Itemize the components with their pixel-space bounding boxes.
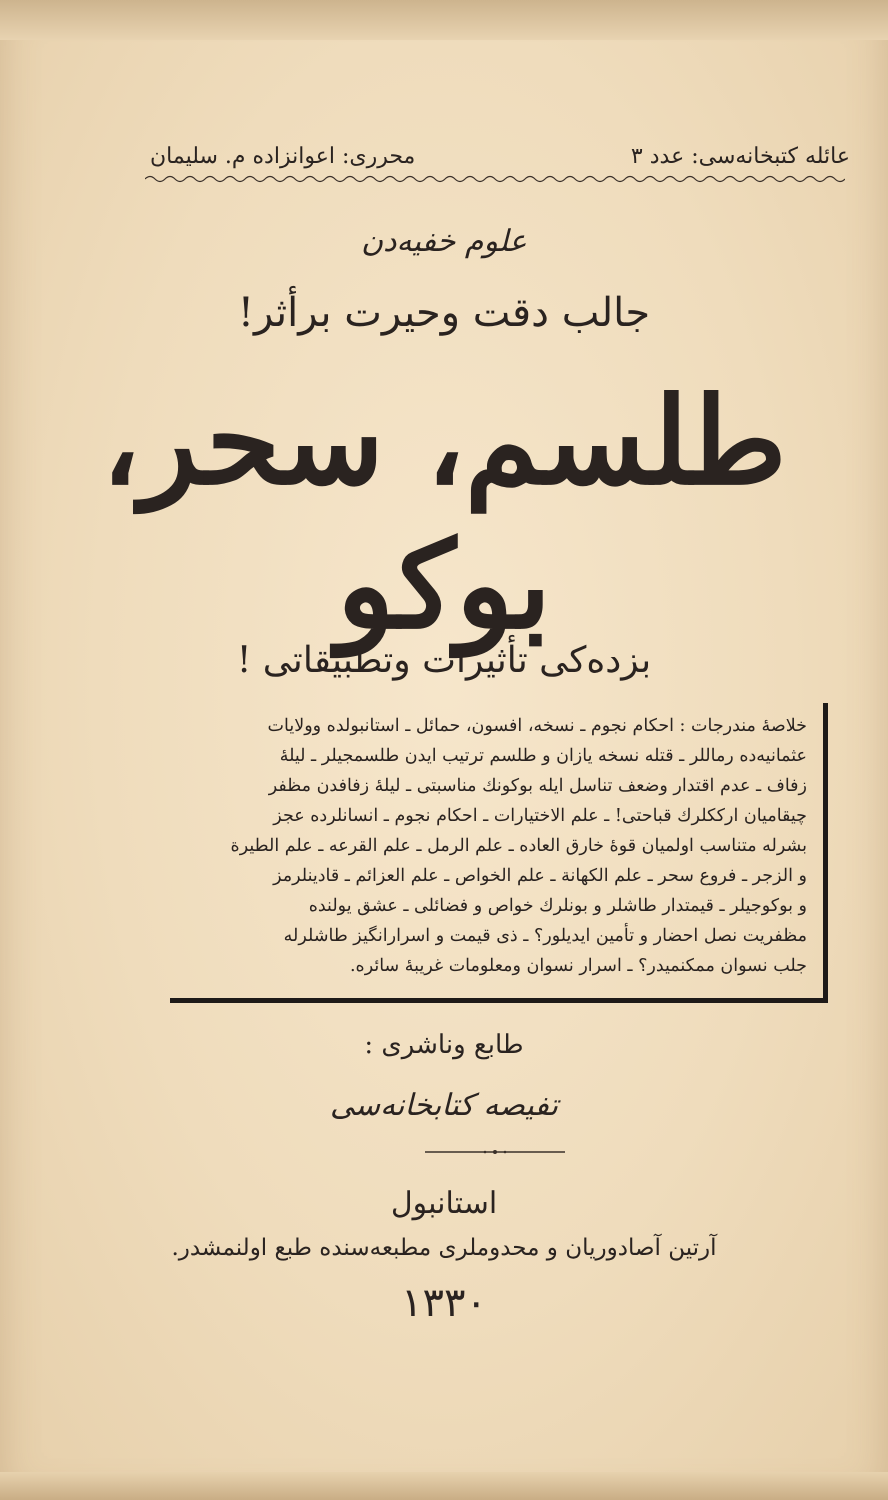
tagline: بزده‌کی تأثیرات وتطبیقاتی !: [236, 640, 652, 681]
page-top-edge: [0, 0, 888, 40]
publisher-label: طابع وناشری :: [364, 1030, 524, 1060]
ornamental-divider: [425, 1148, 565, 1156]
contents-line: عثمانیه‌ده رماللر ـ قتله نسخه یازان و طلسم ترتیب ایدن طلسمجیلر ـ لیلهٔ: [279, 746, 807, 766]
header-wavy-rule: [145, 172, 845, 186]
printing-press: آرتین آصادوریان و محدوملری مطبعه‌سنده طبع اولنمشدر.: [171, 1235, 717, 1261]
publisher-name: تفیصه کتابخانه‌سی: [329, 1088, 559, 1123]
contents-line: و بوکوجیلر ـ قیمتدار طاشلر و بونلرك خواص و فضائلی ـ عشق یولنده: [308, 896, 807, 916]
contents-line: جلب نسوان ممکنمیدر؟ ـ اسرار نسوان ومعلومات غریبهٔ سائره.: [349, 956, 807, 976]
publication-year: ۱۳۳۰: [401, 1280, 487, 1326]
occult-sciences-subtitle: علوم خفیه‌دن: [361, 224, 527, 259]
book-title: طلسم، سحر، بوکو: [101, 371, 787, 656]
editor-credit: محرری: اعوانزاده م. سلیمان: [150, 143, 416, 169]
page-bottom-edge: [0, 1472, 888, 1500]
page-header: [150, 138, 850, 174]
contents-line: و الزجر ـ فروع سحر ـ علم الکهانة ـ علم الخواص ـ علم العزائم ـ قادینلرمز: [273, 866, 807, 886]
contents-line: زفاف ـ عدم اقتدار وضعف تناسل ایله بوکونك مناسبتی ـ لیلهٔ زفافدن مظفر: [268, 776, 807, 796]
contents-line: مظفریت نصل احضار و تأمین ایدیلور؟ ـ ذی قیمت و اسرارانگیز طاشلرله: [283, 926, 807, 946]
contents-line: چیقامیان ارککلرك قباحتی! ـ علم الاختیارات ـ احکام نجوم ـ انسانلرده عجز: [273, 806, 807, 826]
attention-subtitle: جالب دقت وحیرت برأثر!: [237, 290, 651, 336]
contents-line: بشرله متناسب اولمیان قوهٔ خارق العاده ـ علم الرمل ـ علم القرعه ـ علم الطیرة: [230, 836, 807, 856]
city-name: استانبول: [390, 1186, 498, 1221]
contents-summary-box: [170, 703, 828, 1003]
series-number: عائله کتبخانه‌سی: عدد ۳: [630, 143, 850, 169]
contents-line: خلاصهٔ مندرجات : احکام نجوم ـ نسخه، افسون، حمائل ـ استانبولده وولایات: [267, 716, 807, 736]
